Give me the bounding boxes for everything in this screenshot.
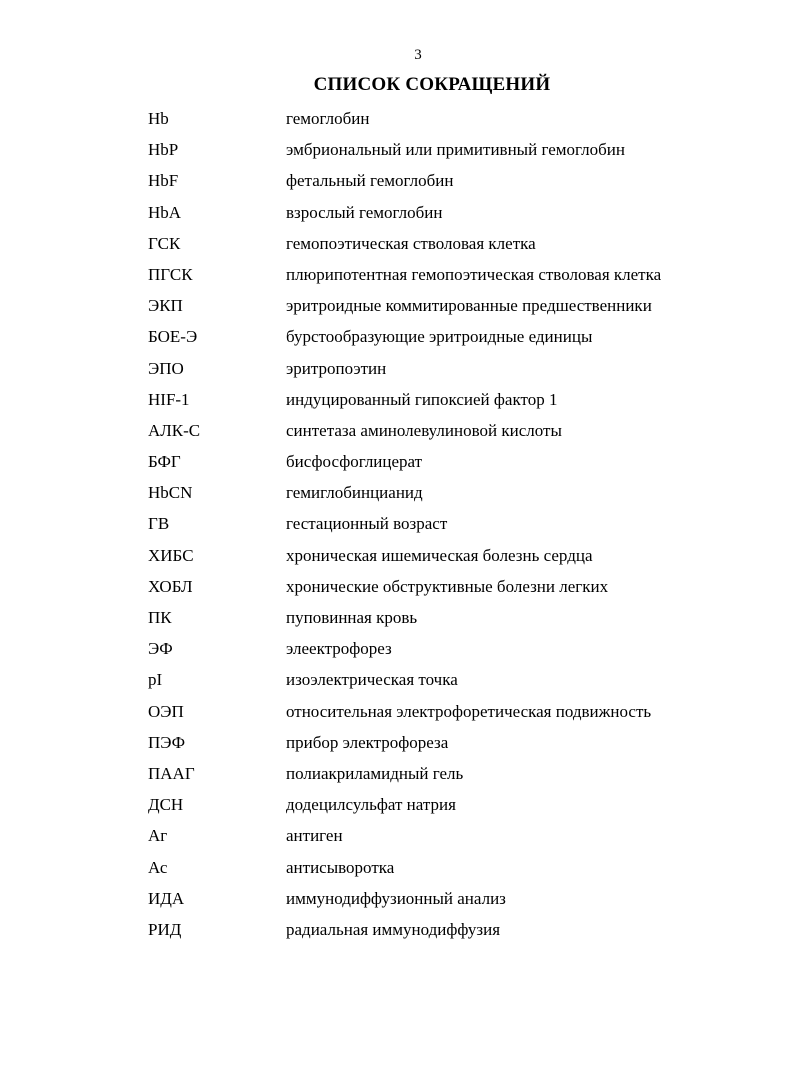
abbreviation-definition: бисфосфоглицерат xyxy=(286,452,423,472)
abbreviation-row xyxy=(148,228,748,259)
abbreviation-definition: гемопоэтическая стволовая клетка xyxy=(286,233,536,253)
abbreviation-row xyxy=(148,477,748,508)
abbreviation-row xyxy=(148,134,748,165)
abbreviation-term: HbA xyxy=(148,202,182,222)
abbreviation-row xyxy=(148,852,748,883)
abbreviation-row xyxy=(148,602,748,633)
abbreviation-definition: радиальная иммунодиффузия xyxy=(286,919,501,939)
abbreviation-term: ПК xyxy=(148,608,172,627)
abbreviation-row xyxy=(148,197,748,228)
abbreviation-row xyxy=(148,633,748,664)
abbreviation-term: Ас xyxy=(148,857,168,877)
abbreviation-row xyxy=(148,446,748,477)
abbreviation-term: ИДА xyxy=(148,888,185,908)
abbreviation-term: ОЭП xyxy=(148,701,184,721)
abbreviation-row xyxy=(148,727,748,758)
abbreviation-definition: антиген xyxy=(286,826,343,846)
abbreviation-row xyxy=(148,259,748,290)
abbreviation-definition: изоэлектрическая точка xyxy=(286,670,458,690)
abbreviation-term: ЭПО xyxy=(148,358,184,378)
page-title: СПИСОК СОКРАЩЕНИЙ xyxy=(313,74,551,95)
abbreviation-term: ПГСК xyxy=(148,264,193,284)
abbreviation-row xyxy=(148,696,748,727)
abbreviation-term: БФГ xyxy=(148,452,181,472)
abbreviation-row xyxy=(148,758,748,789)
abbreviation-definition: фетальный гемоглобин xyxy=(286,171,454,191)
abbreviation-row xyxy=(148,914,748,945)
abbreviation-term: HbF xyxy=(148,171,179,191)
abbreviation-term: ПЭФ xyxy=(148,732,186,752)
page-number: 3 xyxy=(414,47,422,63)
abbreviation-row xyxy=(148,290,748,321)
abbreviation-term: ХОБЛ xyxy=(148,576,193,596)
abbreviation-row xyxy=(148,384,748,415)
abbreviation-term: HIF-1 xyxy=(148,389,190,409)
abbreviation-row xyxy=(148,883,748,914)
abbreviation-definition: относительная электрофоретическая подвижность xyxy=(286,701,652,721)
abbreviation-definition: индуцированный гипоксией фактор 1 xyxy=(286,389,558,409)
abbreviation-definition: гемоглобин xyxy=(286,109,370,128)
abbreviation-definition: антисыворотка xyxy=(286,857,395,877)
abbreviation-definition: гестационный возраст xyxy=(286,514,448,534)
abbreviation-term: ПААГ xyxy=(148,763,195,783)
abbreviation-row xyxy=(148,820,748,851)
abbreviation-definition: эритропоэтин xyxy=(286,358,387,378)
abbreviation-row xyxy=(148,165,748,196)
abbreviation-row xyxy=(148,103,748,134)
abbreviation-row xyxy=(148,571,748,602)
abbreviation-row xyxy=(148,321,748,352)
abbreviation-row xyxy=(148,789,748,820)
abbreviation-term: HbP xyxy=(148,140,179,160)
abbreviation-term: ЭФ xyxy=(148,639,173,659)
abbreviation-list xyxy=(148,103,748,945)
abbreviation-term: pI xyxy=(148,670,163,690)
abbreviation-term: HbCN xyxy=(148,483,193,503)
abbreviation-definition: хронические обструктивные болезни легких xyxy=(286,576,609,596)
abbreviation-term: ГВ xyxy=(148,514,170,534)
abbreviation-definition: полиакриламидный гель xyxy=(286,763,464,783)
abbreviation-definition: бурстообразующие эритроидные единицы xyxy=(286,327,593,347)
abbreviation-definition: иммунодиффузионный анализ xyxy=(286,888,506,908)
abbreviation-term: ХИБС xyxy=(148,545,194,565)
abbreviation-definition: эритроидные коммитированные предшественники xyxy=(286,296,652,316)
abbreviation-definition: элеектрофорез xyxy=(286,639,392,659)
abbreviation-definition: додецилсульфат натрия xyxy=(286,795,456,815)
abbreviation-term: Hb xyxy=(148,109,169,128)
abbreviation-definition: гемиглобинцианид xyxy=(286,483,423,503)
abbreviation-definition: синтетаза аминолевулиновой кислоты xyxy=(286,420,562,440)
abbreviation-definition: плюрипотентная гемопоэтическая стволовая клетка xyxy=(286,264,662,284)
abbreviation-definition: пуповинная кровь xyxy=(286,608,418,627)
abbreviation-term: ЭКП xyxy=(148,296,183,316)
abbreviation-term: АЛК-С xyxy=(148,420,201,440)
abbreviation-term: ГСК xyxy=(148,233,181,253)
abbreviation-term: ДСН xyxy=(148,795,184,815)
abbreviation-definition: прибор электрофореза xyxy=(286,732,449,752)
abbreviation-term: БОЕ-Э xyxy=(148,327,198,347)
abbreviation-term: Аг xyxy=(148,826,168,846)
abbreviation-row xyxy=(148,415,748,446)
abbreviation-definition: взрослый гемоглобин xyxy=(286,202,443,222)
abbreviation-row xyxy=(148,508,748,539)
abbreviation-row xyxy=(148,664,748,695)
abbreviation-definition: хроническая ишемическая болезнь сердца xyxy=(286,545,593,565)
abbreviation-row xyxy=(148,540,748,571)
abbreviation-term: РИД xyxy=(148,919,182,939)
abbreviation-row xyxy=(148,353,748,384)
abbreviation-definition: эмбриональный или примитивный гемоглобин xyxy=(286,140,625,160)
